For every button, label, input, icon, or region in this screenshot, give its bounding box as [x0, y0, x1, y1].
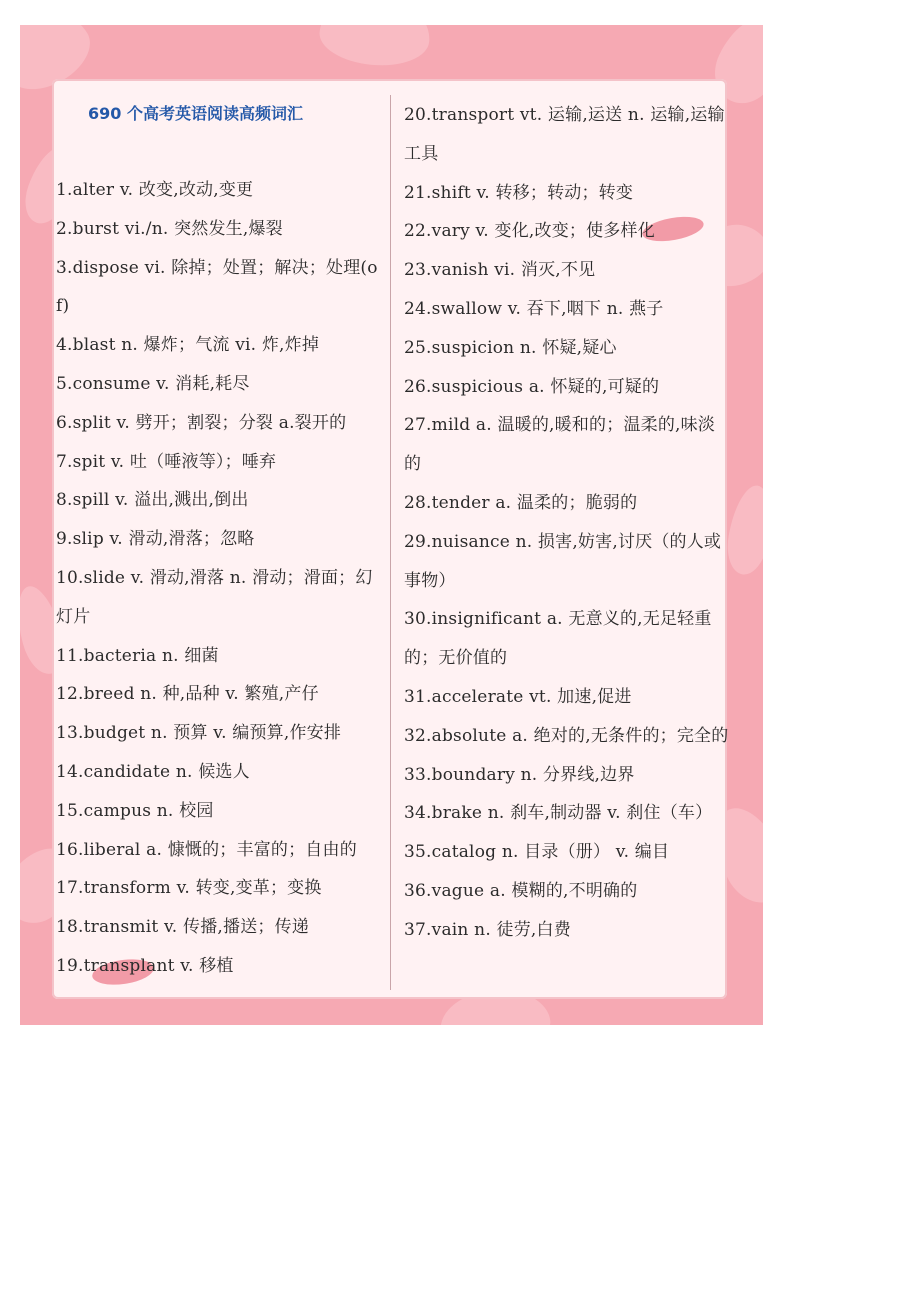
vocab-entry: 6.split v. 劈开；割裂；分裂 a.裂开的 — [56, 412, 347, 433]
page-title: 690 个高考英语阅读高频词汇 — [88, 104, 303, 123]
vocab-entry: 21.shift v. 转移；转动；转变 — [404, 182, 634, 203]
vocab-entry: 2.burst vi./n. 突然发生,爆裂 — [56, 218, 283, 239]
column-divider — [390, 95, 391, 990]
vocab-entry: 16.liberal a. 慷慨的；丰富的；自由的 — [56, 839, 357, 860]
vocab-entry: 9.slip v. 滑动,滑落；忽略 — [56, 529, 255, 550]
vocab-entry: 27.mild a. 温暖的,暖和的；温柔的,味淡的 — [404, 415, 716, 475]
vocab-entry: 7.spit v. 吐（唾液等）；唾弃 — [56, 451, 277, 472]
vocab-entry: 23.vanish vi. 消灭,不见 — [404, 260, 596, 281]
vocab-entry: 18.transmit v. 传播,播送；传递 — [56, 917, 309, 938]
vocab-entry: 26.suspicious a. 怀疑的,可疑的 — [404, 376, 660, 397]
vocab-entry: 11.bacteria n. 细菌 — [56, 645, 219, 666]
vocab-entry: 34.brake n. 刹车,制动器 v. 刹住（车） — [404, 803, 713, 824]
right-entry-list — [404, 96, 730, 950]
vocab-entry: 4.blast n. 爆炸；气流 vi. 炸,炸掉 — [56, 335, 320, 356]
vocab-entry: 15.campus n. 校园 — [56, 800, 214, 821]
vocab-entry: 8.spill v. 溢出,溅出,倒出 — [56, 490, 249, 511]
vocab-entry: 14.candidate n. 候选人 — [56, 761, 250, 782]
vocab-entry: 33.boundary n. 分界线,边界 — [404, 764, 635, 785]
vocab-entry: 36.vague a. 模糊的,不明确的 — [404, 880, 638, 901]
vocab-entry: 1.alter v. 改变,改动,变更 — [56, 180, 254, 200]
vocab-entry: 37.vain n. 徒劳,白费 — [404, 919, 571, 940]
vocab-entry: 20.transport vt. 运输,运送 n. 运输,运输工具 — [404, 105, 725, 164]
vocab-entry: 5.consume v. 消耗,耗尽 — [56, 373, 250, 394]
left-column — [56, 96, 384, 986]
spacer — [56, 132, 384, 171]
right-column — [404, 96, 730, 950]
vocab-entry: 31.accelerate vt. 加速,促进 — [404, 686, 632, 707]
vocab-entry: 32.absolute a. 绝对的,无条件的；完全的 — [404, 725, 729, 746]
vocab-entry: 22.vary v. 变化,改变；使多样化 — [404, 221, 655, 242]
petal-decoration — [317, 25, 433, 70]
vocab-entry: 35.catalog n. 目录（册） v. 编目 — [404, 842, 670, 863]
vocab-entry: 17.transform v. 转变,变革；变换 — [56, 878, 322, 899]
vocab-entry: 29.nuisance n. 损害,妨害,讨厌（的人或事物） — [404, 531, 722, 591]
vocab-entry: 30.insignificant a. 无意义的,无足轻重的；无价值的 — [404, 609, 712, 669]
vocab-entry: 12.breed n. 种,品种 v. 繁殖,产仔 — [56, 684, 319, 705]
left-entry-list — [56, 171, 384, 986]
vocab-entry: 13.budget n. 预算 v. 编预算,作安排 — [56, 723, 342, 744]
vocab-entry: 19.transplant v. 移植 — [56, 955, 234, 976]
vocab-entry: 25.suspicion n. 怀疑,疑心 — [404, 337, 617, 358]
vocab-entry: 3.dispose vi. 除掉；处置；解决；处理(of) — [56, 257, 378, 317]
vocab-entry: 24.swallow v. 吞下,咽下 n. 燕子 — [404, 298, 664, 319]
vocab-entry: 10.slide v. 滑动,滑落 n. 滑动；滑面；幻灯片 — [56, 567, 373, 627]
vocab-entry: 28.tender a. 温柔的；脆弱的 — [404, 492, 638, 513]
